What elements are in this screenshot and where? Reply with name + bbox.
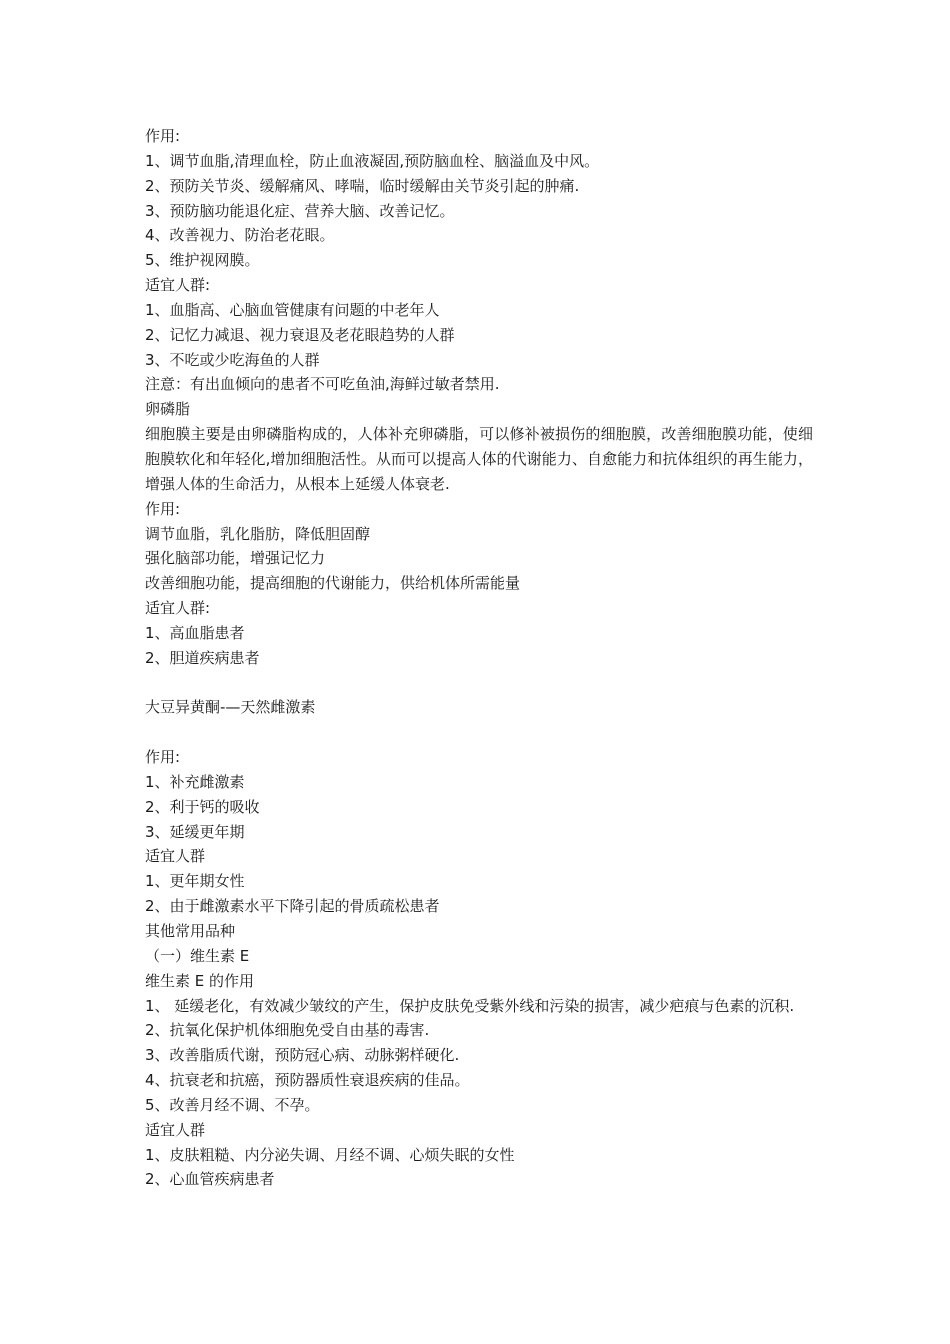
fish-oil-group-item: 1、血脂高、心脑血管健康有问题的中老年人 [145, 300, 440, 319]
fish-oil-note: 注意：有出血倾向的患者不可吃鱼油,海鲜过敏者禁用. [145, 375, 500, 394]
lecithin-group-item: 1、高血脂患者 [145, 623, 245, 642]
document-body [145, 124, 825, 1192]
vitamin-e-effects-heading: 维生素 E 的作用 [145, 971, 255, 990]
fish-oil-effect-item: 3、预防脑功能退化症、营养大脑、改善记忆。 [145, 201, 455, 220]
soy-group-item: 2、由于雌激素水平下降引起的骨质疏松患者 [145, 897, 440, 916]
vitamin-e-effect-item: 3、改善脂质代谢，预防冠心病、动脉粥样硬化. [145, 1046, 460, 1065]
fish-oil-group-item: 2、记忆力减退、视力衰退及老花眼趋势的人群 [145, 325, 455, 344]
fish-oil-effect-item: 1、调节血脂,清理血栓，防止血液凝固,预防脑血栓、脑溢血及中风。 [145, 151, 600, 170]
blank-line [145, 720, 825, 745]
vitamin-e-group-item: 2、心血管疾病患者 [145, 1170, 275, 1189]
lecithin-groups-heading: 适宜人群: [145, 599, 211, 618]
vitamin-e-group-item: 1、皮肤粗糙、内分泌失调、月经不调、心烦失眠的女性 [145, 1145, 515, 1164]
lecithin-description: 细胞膜主要是由卵磷脂构成的，人体补充卵磷脂，可以修补被损伤的细胞膜，改善细胞膜功能，使细胞膜软化和年轻化,增加细胞活性。从而可以提高人体的代谢能力、自愈能力和抗体组织的再生能力，增强人体的生命活力，从根本上延缓人体衰老. [145, 425, 813, 493]
fish-oil-effect-item: 2、预防关节炎、缓解痛风、哮喘，临时缓解由关节炎引起的肿痛. [145, 176, 580, 195]
vitamin-e-heading: （一）维生素 E [145, 946, 250, 965]
vitamin-e-effect-item: 5、改善月经不调、不孕。 [145, 1095, 320, 1114]
others-title: 其他常用品种 [145, 922, 236, 940]
fish-oil-effect-item: 4、改善视力、防治老花眼。 [145, 226, 335, 245]
lecithin-effects-heading: 作用: [145, 499, 181, 518]
soy-groups-heading: 适宜人群 [145, 847, 206, 866]
lecithin-effect-item: 调节血脂，乳化脂肪，降低胆固醇 [145, 524, 371, 543]
fish-oil-effect-item: 5、维护视网膜。 [145, 251, 260, 270]
soy-effect-item: 1、补充雌激素 [145, 772, 245, 791]
soy-effects-heading: 作用: [145, 748, 181, 767]
fish-oil-groups-heading: 适宜人群: [145, 276, 211, 295]
lecithin-title: 卵磷脂 [145, 400, 191, 419]
fish-oil-group-item: 3、不吃或少吃海鱼的人群 [145, 350, 320, 369]
vitamin-e-effect-item: 2、抗氧化保护机体细胞免受自由基的毒害. [145, 1021, 430, 1040]
vitamin-e-effect-item: 1、 延缓老化，有效减少皱纹的产生，保护皮肤免受紫外线和污染的损害，减少疤痕与色素的沉积. [145, 996, 795, 1015]
lecithin-effect-item: 改善细胞功能，提高细胞的代谢能力，供给机体所需能量 [145, 574, 521, 593]
vitamin-e-effect-item: 4、抗衰老和抗癌，预防器质性衰退疾病的佳品。 [145, 1071, 470, 1090]
soy-effect-item: 2、利于钙的吸收 [145, 797, 260, 816]
soy-effect-item: 3、延缓更年期 [145, 822, 245, 841]
lecithin-group-item: 2、胆道疾病患者 [145, 648, 260, 667]
soy-group-item: 1、更年期女性 [145, 872, 245, 891]
lecithin-effect-item: 强化脑部功能，增强记忆力 [145, 549, 326, 568]
soy-title: 大豆异黄酮-—天然雌激素 [145, 698, 316, 717]
fish-oil-effects-heading: 作用: [145, 127, 181, 145]
blank-line [145, 671, 825, 696]
vitamin-e-groups-heading: 适宜人群 [145, 1120, 206, 1139]
